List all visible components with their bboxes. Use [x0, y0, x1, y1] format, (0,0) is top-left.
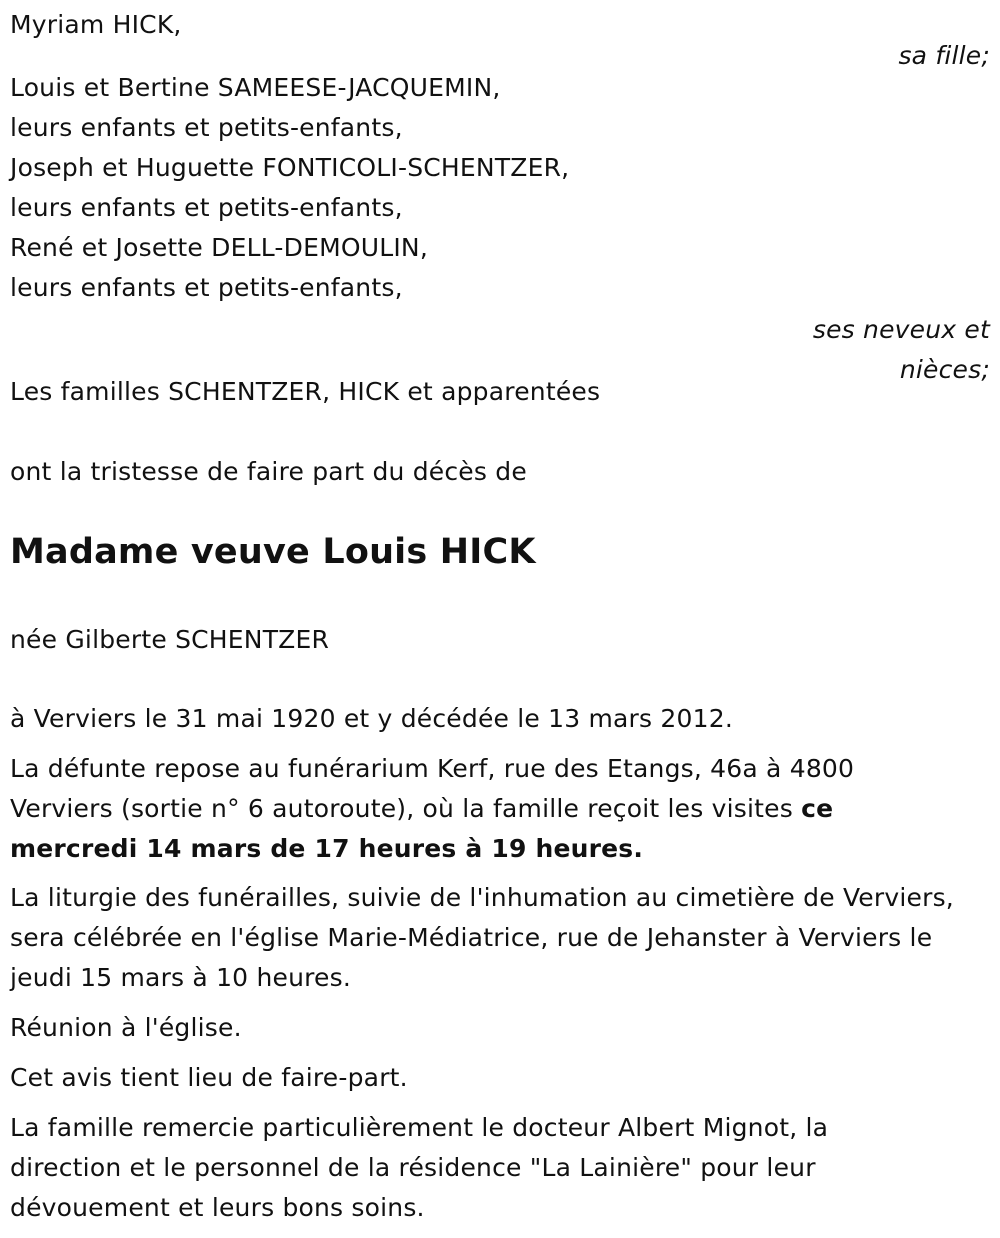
deceased-title: Madame veuve Louis HICK [10, 532, 536, 572]
relative-line: leurs enfants et petits-enfants, [10, 113, 403, 142]
relative-line: leurs enfants et petits-enfants, [10, 193, 403, 222]
thanks-paragraph: La famille remercie particulièrement le docteur Albert Mignot, la direction et le personnel de la résidence "La Lainière" pour leur dévouement et leurs bons soins. [10, 1113, 829, 1222]
daughter-name: Myriam HICK, [10, 10, 182, 39]
visitation-text: La défunte repose au funérarium Kerf, rue des Etangs, 46a à 4800 Verviers (sortie n° 6 autoroute), où la famille reçoit les visites [10, 754, 855, 823]
birth-death-line: à Verviers le 31 mai 1920 et y décédée le 13 mars 2012. [10, 704, 733, 733]
nephews-role-line2: nièces; [899, 355, 990, 384]
nephews-role-line1: ses neveux et [812, 315, 990, 344]
notice-line: Cet avis tient lieu de faire-part. [10, 1063, 408, 1092]
relative-line: Louis et Bertine SAMEESE-JACQUEMIN, [10, 73, 501, 102]
announcement-line: ont la tristesse de faire part du décès de [10, 457, 527, 486]
relative-line: leurs enfants et petits-enfants, [10, 273, 403, 302]
meeting-line: Réunion à l'église. [10, 1013, 242, 1042]
relative-line: René et Josette DELL-DEMOULIN, [10, 233, 428, 262]
nephews-block [10, 68, 990, 390]
maiden-name: née Gilberte SCHENTZER [10, 625, 330, 654]
relative-line: Joseph et Huguette FONTICOLI-SCHENTZER, [10, 153, 570, 182]
daughter-block [10, 5, 990, 76]
visitation-paragraph [10, 749, 910, 869]
funeral-paragraph: La liturgie des funérailles, suivie de l'inhumation au cimetière de Verviers, sera célébrée en l'église Marie-Médiatrice, rue de Jehanster à Verviers le jeudi 15 mars à 10 heures. [10, 883, 954, 992]
families-line: Les familles SCHENTZER, HICK et apparentées [10, 377, 601, 406]
daughter-role: sa fille; [898, 41, 990, 70]
visitation-times: ce mercredi 14 mars de 17 heures à 19 heures. [10, 794, 834, 863]
